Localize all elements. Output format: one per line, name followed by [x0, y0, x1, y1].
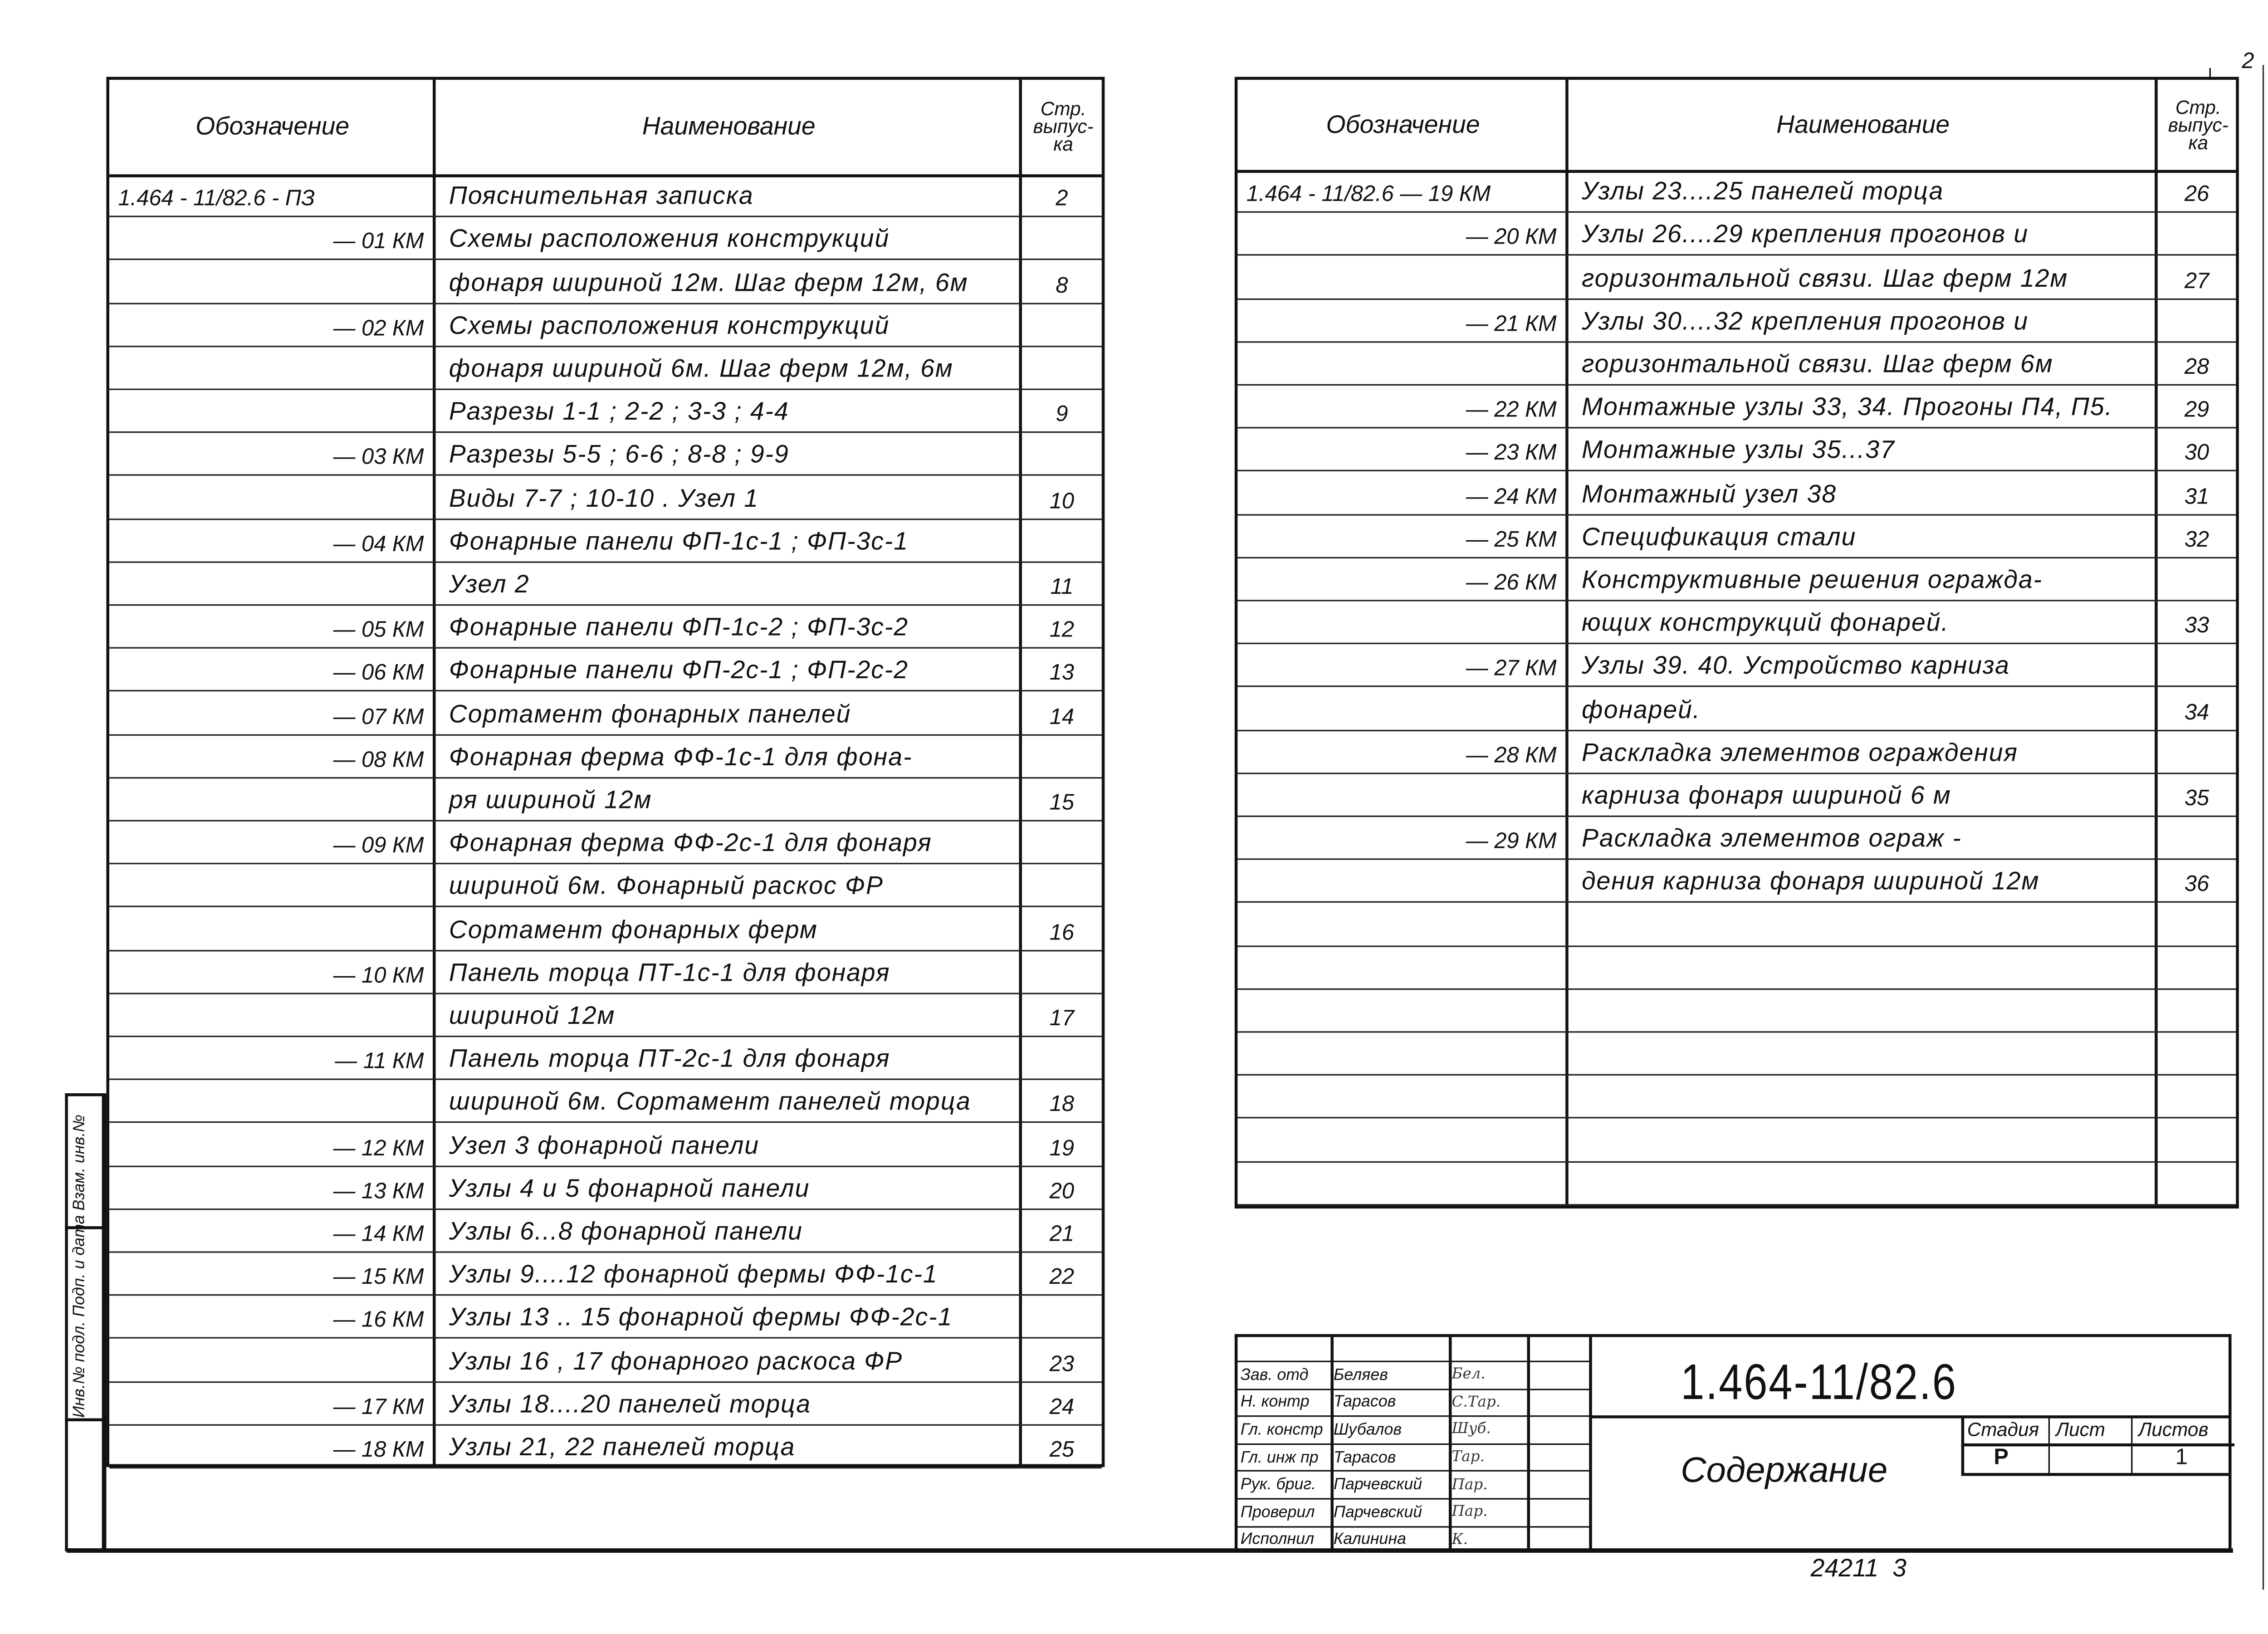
row-code: — 17 КМ [333, 1394, 424, 1420]
row-code [109, 390, 436, 432]
signatory-row [1237, 1443, 1592, 1471]
table-row [1237, 903, 2236, 946]
row-page [2158, 946, 2236, 988]
stage-table [1961, 1415, 2232, 1476]
row-name: фонаря шириной 6м. Шаг ферм 12м, 6м [449, 354, 953, 383]
signatory-row [1237, 1361, 1592, 1389]
table-row [109, 735, 1102, 778]
table-row [109, 304, 1102, 347]
row-name [1569, 1162, 2158, 1204]
document-title: Содержание [1681, 1451, 1888, 1491]
table-row [109, 822, 1102, 865]
table-row [109, 217, 1102, 260]
row-code: — 05 КМ [333, 617, 424, 643]
signatory-role: Проверил [1240, 1503, 1315, 1521]
row-page [2158, 299, 2236, 341]
table-row [1237, 1076, 2236, 1119]
row-page: 29 [2184, 397, 2209, 423]
row-code [1237, 602, 1568, 643]
signature: Пар. [1452, 1477, 1488, 1493]
row-page [2158, 817, 2236, 859]
table-row [1237, 602, 2236, 645]
stage-col-line [2131, 1415, 2132, 1474]
row-code: — 04 КМ [333, 531, 424, 557]
row-name [1569, 989, 2158, 1031]
margin-stamp-text: Инв.№ подл. Подп. и дата Взам. инв.№ [71, 1115, 89, 1418]
signatory-name: Беляев [1333, 1366, 1388, 1384]
row-code: — 25 КМ [1466, 527, 1557, 553]
row-code [109, 476, 436, 518]
table-row [1237, 429, 2236, 472]
row-name: ющих конструкций фонарей. [1581, 609, 1949, 637]
row-code: — 28 КМ [1466, 743, 1557, 768]
row-name: Пояснительная записка [449, 182, 754, 210]
table-row [109, 1339, 1102, 1382]
table-row [1237, 386, 2236, 429]
row-page: 2 [1056, 186, 1068, 212]
row-code [1237, 688, 1568, 729]
signature: Тар. [1452, 1449, 1485, 1466]
row-page: 14 [1049, 704, 1075, 729]
frame-right-line [2263, 65, 2264, 1590]
row-code: — 24 КМ [1466, 484, 1557, 509]
row-page: 23 [1049, 1351, 1075, 1376]
table-row [109, 347, 1102, 390]
row-page: 24 [1049, 1394, 1075, 1420]
signatory-row [1237, 1471, 1592, 1498]
row-code: — 23 КМ [1466, 440, 1557, 466]
row-code: — 26 КМ [1466, 570, 1557, 596]
row-code: — 06 КМ [333, 661, 424, 686]
table-row [1237, 645, 2236, 688]
row-code: — 16 КМ [333, 1308, 424, 1333]
row-name: фонаря шириной 12м. Шаг ферм 12м, 6м [449, 268, 968, 297]
row-name: Раскладка элементов ограждения [1581, 738, 2018, 767]
signatory-role: Исполнил [1240, 1531, 1315, 1549]
row-code [1237, 1076, 1568, 1118]
tb-divider [1330, 1337, 1334, 1551]
row-code [1237, 989, 1568, 1031]
row-name [1569, 1033, 2158, 1075]
row-name: шириной 6м. Сортамент панелей торца [449, 1088, 971, 1116]
row-code: — 11 КМ [335, 1049, 424, 1075]
row-code [1237, 342, 1568, 384]
row-page [2158, 1162, 2236, 1204]
row-page [2158, 645, 2236, 686]
tb-divider [1449, 1337, 1452, 1551]
table-row [109, 519, 1102, 563]
signatory-name: Калинина [1333, 1531, 1406, 1549]
row-name: Фонарные панели ФП-1с-2 ; ФП-3с-2 [449, 613, 909, 642]
row-page [2158, 989, 2236, 1031]
row-code: — 29 КМ [1466, 829, 1557, 855]
signature: Бел. [1452, 1367, 1486, 1384]
sheets-label: Листов [2138, 1418, 2209, 1441]
row-code: — 01 КМ [333, 230, 424, 255]
signatory-role: Н. контр [1240, 1394, 1310, 1412]
row-name: Узлы 21, 22 панелей торца [449, 1433, 796, 1461]
row-page: 22 [1049, 1265, 1075, 1290]
table-row [109, 606, 1102, 649]
row-name: Разрезы 5-5 ; 6-6 ; 8-8 ; 9-9 [449, 440, 789, 469]
row-code: — 13 КМ [333, 1179, 424, 1204]
row-name [1569, 1076, 2158, 1118]
row-page: 27 [2184, 268, 2209, 294]
signatory-row [1237, 1388, 1592, 1416]
row-name: Узлы 6...8 фонарной панели [449, 1217, 803, 1246]
row-page: 21 [1049, 1222, 1075, 1247]
signatory-role: Рук. бриг. [1240, 1476, 1316, 1494]
table-row [1237, 731, 2236, 774]
row-page: 26 [2184, 182, 2209, 207]
row-name: Конструктивные решения огражда- [1581, 566, 2043, 594]
contents-table-left [106, 77, 1105, 1467]
table-row [109, 1425, 1102, 1468]
row-code [1237, 1033, 1568, 1075]
row-page: 16 [1049, 920, 1075, 945]
row-page [1022, 217, 1102, 259]
header-page: Стр. выпус- ка [2168, 95, 2229, 153]
table-row [109, 1037, 1102, 1080]
row-name: Узлы 30....32 крепления прогонов и [1581, 307, 2029, 335]
row-code [109, 908, 436, 949]
row-page [1022, 519, 1102, 561]
row-code [109, 1080, 436, 1122]
row-page: 10 [1049, 488, 1075, 514]
row-name: дения карниза фонаря шириной 12м [1581, 867, 2040, 896]
table-row [1237, 515, 2236, 558]
row-code: — 03 КМ [333, 445, 424, 470]
row-code [1237, 1162, 1568, 1204]
signature: С.Тар. [1452, 1394, 1501, 1411]
row-page: 17 [1049, 1006, 1075, 1032]
row-page: 34 [2184, 700, 2209, 725]
row-name: Узлы 26....29 крепления прогонов и [1581, 220, 2029, 249]
signatory-name: Тарасов [1333, 1448, 1396, 1467]
row-name: Схемы расположения конструкций [449, 311, 890, 340]
row-name: Узлы 18....20 панелей торца [449, 1389, 811, 1418]
row-name: Узлы 16 , 17 фонарного раскоса ФР [449, 1346, 903, 1375]
sheets-value: 1 [2175, 1445, 2188, 1470]
table-row [109, 1080, 1102, 1123]
signatory-role: Гл. инж пр [1240, 1448, 1319, 1467]
signature: Пар. [1452, 1504, 1488, 1521]
table-row [109, 1382, 1102, 1425]
header-code: Обозначение [196, 112, 350, 141]
row-name: горизонтальной связи. Шаг ферм 6м [1581, 350, 2053, 378]
row-page: 19 [1049, 1135, 1075, 1161]
table-row [109, 1296, 1102, 1339]
row-page: 8 [1056, 273, 1068, 298]
row-code [1237, 774, 1568, 816]
table-row [109, 174, 1102, 217]
table-row [1237, 1033, 2236, 1076]
table-row [109, 778, 1102, 822]
table-row [109, 692, 1102, 735]
row-name: Узел 3 фонарной панели [449, 1131, 760, 1159]
row-name: Виды 7-7 ; 10-10 . Узел 1 [449, 484, 759, 512]
table-row [1237, 1119, 2236, 1162]
table-row [109, 951, 1102, 994]
row-page: 18 [1049, 1092, 1075, 1118]
row-name: Монтажный узел 38 [1581, 479, 1837, 508]
table-row [1237, 774, 2236, 817]
tb-divider [1589, 1337, 1592, 1551]
row-page [2158, 1119, 2236, 1161]
row-page [2158, 1033, 2236, 1075]
table-row [109, 563, 1102, 606]
table-row [109, 390, 1102, 433]
row-page [2158, 903, 2236, 945]
tb-divider [1527, 1337, 1530, 1551]
row-name: Фонарная ферма ФФ-2с-1 для фонаря [449, 829, 932, 857]
row-code [1237, 256, 1568, 298]
table-row [1237, 342, 2236, 386]
row-code [1237, 1119, 1568, 1161]
row-page: 15 [1049, 790, 1075, 816]
row-code: — 27 КМ [1466, 656, 1557, 682]
table-row [109, 476, 1102, 519]
row-name [1569, 946, 2158, 988]
row-name: Узлы 13 .. 15 фонарной фермы ФФ-2с-1 [449, 1303, 953, 1332]
row-page: 35 [2184, 786, 2209, 811]
row-name: Панель торца ПТ-2с-1 для фонаря [449, 1045, 890, 1073]
row-code: — 21 КМ [1466, 311, 1557, 337]
row-code: — 09 КМ [333, 833, 424, 859]
row-code [109, 994, 436, 1036]
row-name: Спецификация стали [1581, 523, 1857, 551]
row-name: Монтажные узлы 33, 34. Прогоны П4, П5. [1581, 393, 2113, 421]
row-name: Узел 2 [449, 570, 530, 598]
row-page: 9 [1056, 402, 1068, 427]
table-row [109, 433, 1102, 476]
row-name: Разрезы 1-1 ; 2-2 ; 3-3 ; 4-4 [449, 397, 789, 426]
footer-number: 24211 3 [1810, 1554, 1906, 1583]
row-code: — 12 КМ [333, 1135, 424, 1161]
signatory-row [1237, 1526, 1592, 1553]
signatory-row [1237, 1416, 1592, 1443]
row-code [109, 347, 436, 389]
table-row [1237, 860, 2236, 903]
row-page [1022, 865, 1102, 906]
signatory-name: Шубалов [1333, 1421, 1402, 1439]
row-name: Узлы 4 и 5 фонарной панели [449, 1174, 810, 1203]
row-name: Узлы 39. 40. Устройство карниза [1581, 652, 2010, 680]
row-name: фонарей. [1581, 695, 1701, 724]
table-row [109, 649, 1102, 692]
header-name: Наименование [642, 112, 816, 141]
row-code [109, 1339, 436, 1381]
signatory-name: Тарасов [1333, 1394, 1396, 1412]
stage-label: Стадия [1967, 1418, 2039, 1441]
row-page: 11 [1050, 574, 1074, 600]
row-code [109, 778, 436, 820]
row-page [2158, 558, 2236, 600]
row-name: Сортамент фонарных панелей [449, 700, 851, 728]
row-page: 30 [2184, 440, 2209, 466]
table-row [1237, 946, 2236, 989]
row-name: Узлы 9....12 фонарной фермы ФФ-1с-1 [449, 1260, 938, 1289]
row-page [1022, 822, 1102, 863]
table-row [109, 865, 1102, 908]
contents-table-right [1235, 77, 2239, 1208]
title-block [1235, 1334, 2232, 1551]
table-row [1237, 472, 2236, 515]
row-code: — 14 КМ [333, 1222, 424, 1247]
row-code: — 07 КМ [333, 704, 424, 729]
row-code: 1.464 - 11/82.6 - ПЗ [118, 186, 315, 212]
row-name: Схемы расположения конструкций [449, 225, 890, 254]
table-row [109, 908, 1102, 951]
row-page: 13 [1049, 661, 1075, 686]
signatory-role: Гл. констр [1240, 1421, 1323, 1439]
signatories-grid [1237, 1361, 1592, 1553]
table-row [1237, 299, 2236, 342]
header-name: Наименование [1776, 110, 1950, 138]
row-code: — 18 КМ [333, 1437, 424, 1463]
row-page [1022, 433, 1102, 475]
table-row [1237, 558, 2236, 601]
row-code: — 22 КМ [1466, 397, 1557, 423]
table-header [109, 80, 1102, 177]
row-name: Монтажные узлы 35...37 [1581, 436, 1895, 465]
document-code: 1.464-11/82.6 [1681, 1355, 1957, 1411]
row-code: — 08 КМ [333, 747, 424, 773]
row-page: 28 [2184, 354, 2209, 380]
row-code: 1.464 - 11/82.6 — 19 КМ [1246, 182, 1491, 207]
row-code [1237, 860, 1568, 902]
table-row [1237, 688, 2236, 731]
row-name [1569, 903, 2158, 945]
row-page: 12 [1049, 617, 1075, 643]
signatory-name: Парчевский [1333, 1476, 1422, 1494]
row-name [1569, 1119, 2158, 1161]
row-name: Узлы 23....25 панелей торца [1581, 177, 1944, 206]
table-row [109, 1167, 1102, 1210]
row-page [2158, 731, 2236, 773]
stage-col-line [2048, 1415, 2050, 1474]
header-page: Стр. выпус- ка [1033, 97, 1094, 155]
row-name: Фонарная ферма ФФ-1с-1 для фона- [449, 743, 913, 771]
row-code: — 10 КМ [333, 963, 424, 988]
row-page: 31 [2184, 484, 2209, 509]
row-code [109, 260, 436, 302]
row-name: шириной 12м [449, 1002, 616, 1030]
row-page: 20 [1049, 1179, 1075, 1204]
row-page [1022, 735, 1102, 777]
signature: Шуб. [1452, 1422, 1491, 1438]
row-code [109, 563, 436, 604]
row-page [1022, 1037, 1102, 1079]
row-code [1237, 903, 1568, 945]
row-name: Фонарные панели ФП-1с-1 ; ФП-3с-1 [449, 527, 909, 555]
table-row [109, 994, 1102, 1037]
signatory-role: Зав. отд [1240, 1366, 1309, 1384]
row-page: 25 [1049, 1437, 1075, 1463]
row-name: ря шириной 12м [449, 786, 652, 814]
table-header [1237, 80, 2236, 173]
row-page: 32 [2184, 527, 2209, 553]
row-page [2158, 1076, 2236, 1118]
table-row [109, 1253, 1102, 1296]
table-row [1237, 213, 2236, 256]
row-code [109, 865, 436, 906]
row-code [1237, 946, 1568, 988]
signatory-name: Парчевский [1333, 1503, 1422, 1521]
table-row [1237, 170, 2236, 213]
header-code: Обозначение [1326, 110, 1480, 138]
row-page [2158, 213, 2236, 255]
row-name: Фонарные панели ФП-2с-1 ; ФП-2с-2 [449, 656, 909, 685]
signature: К. [1452, 1531, 1468, 1548]
row-code: — 15 КМ [333, 1265, 424, 1290]
table-row [1237, 1162, 2236, 1205]
row-page [1022, 304, 1102, 346]
sheet-number: 2 [2242, 49, 2254, 74]
table-row [109, 1210, 1102, 1253]
table-row [109, 260, 1102, 303]
row-page: 36 [2184, 872, 2209, 898]
row-name: Панель торца ПТ-1с-1 для фонаря [449, 958, 890, 987]
row-page: 33 [2184, 613, 2209, 639]
table-row [1237, 256, 2236, 299]
table-row [109, 1123, 1102, 1166]
row-name: карниза фонаря шириной 6 м [1581, 781, 1951, 810]
row-code: — 02 КМ [333, 316, 424, 341]
row-name: Сортамент фонарных ферм [449, 915, 818, 944]
table-row [1237, 817, 2236, 860]
stage-value: Р [1994, 1445, 2009, 1470]
row-name: шириной 6м. Фонарный раскос ФР [449, 872, 884, 900]
signatory-row [1237, 1498, 1592, 1526]
sheet-label: Лист [2056, 1418, 2106, 1441]
row-page [1022, 951, 1102, 993]
row-name: Раскладка элементов ограж - [1581, 824, 1962, 853]
row-code: — 20 КМ [1466, 225, 1557, 250]
row-page [1022, 347, 1102, 389]
table-row [1237, 989, 2236, 1032]
row-page [1022, 1296, 1102, 1338]
row-name: горизонтальной связи. Шаг ферм 12м [1581, 264, 2068, 292]
